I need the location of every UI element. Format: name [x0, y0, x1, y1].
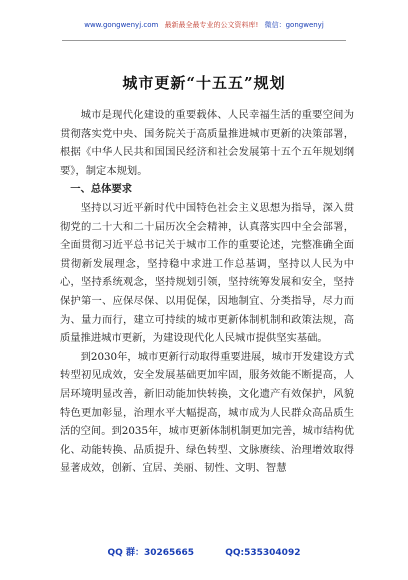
body-paragraph: 坚持以习近平新时代中国特色社会主义思想为指导，深入贯彻党的二十大和二十届历次全会精神，认真落实四中全会部署，全面贯彻习近平总书记关于城市工作的重要论述，完整准确全面贯彻新发展理念，坚持稳中求进工作总基调，坚持以人民为中心，坚持系统观念，坚持规划引领，坚持统筹发展和安全，坚持保护第一、应保尽保、以用促保，因地制宜、分类指导，尽力而为、量力而行，建立可持续的城市更新体制机制和政策法规，高质量推进城市更新，为建设现代化人民城市提供坚实基础。	[60, 201, 354, 345]
qq-contact: QQ:535304092	[225, 548, 301, 558]
header-divider	[62, 40, 346, 41]
qq-group: QQ 群：30265665	[107, 548, 195, 558]
document-body	[60, 106, 354, 478]
intro-paragraph: 城市是现代化建设的重要载体、人民幸福生活的重要空间为贯彻落实党中央、国务院关于高质量推进城市更新的决策部署，根据《中华人民共和国国民经济和社会发展第十五个五年规划纲要》，制定本规划。	[60, 109, 354, 177]
section-heading: 一、总体要求	[70, 183, 133, 196]
body-paragraph: 到2030年，城市更新行动取得重要进展，城市开发建设方式转型初见成效，安全发展基础更加牢固，服务效能不断提高，人居环境明显改善，新旧动能加快转换，文化遗产有效保护，风貌特色更加彰显，治理水平大幅提高，城市成为人民群众高品质生活的空间。到2035年，城市更新体制机制更加完善，城市结构优化、动能转换、品质提升、绿色转型、文脉赓续、治理增效取得显著成效，创新、宜居、美丽、韧性、文明、智慧	[60, 350, 354, 475]
wechat-id: 微信：gongwenyj	[264, 21, 324, 29]
document-title: 城市更新“十五五”规划	[122, 74, 286, 92]
site-slogan: 最新最全最专业的公文资料库!	[164, 21, 259, 29]
site-url[interactable]: www.gongwenyj.com	[84, 21, 159, 29]
page-footer	[0, 545, 408, 558]
page-header	[0, 20, 408, 30]
